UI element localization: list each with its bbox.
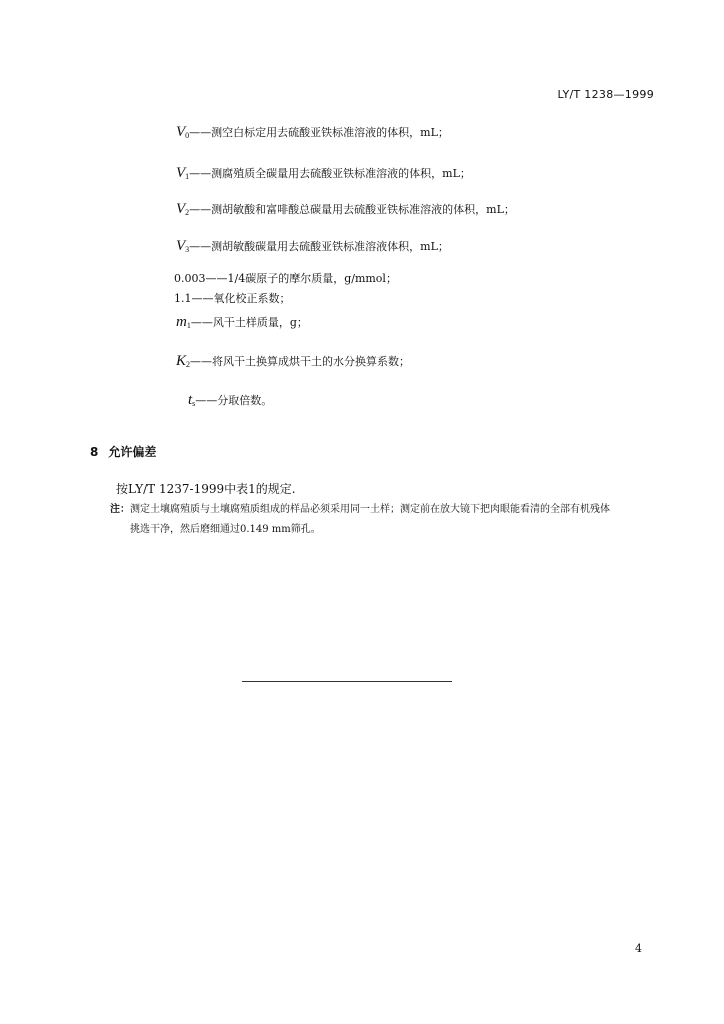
- note-label: 注：: [110, 504, 130, 515]
- variable-symbol: V: [176, 238, 186, 254]
- variable-description: ——分取倍数。: [195, 394, 273, 407]
- variable-subscript: 1: [185, 172, 190, 181]
- variable-subscript: 0: [185, 131, 190, 140]
- variable-subscript: 2: [186, 360, 191, 369]
- variable-description: ——将风干土换算成烘干土的水分换算系数；: [190, 355, 411, 368]
- variable-symbol: V: [176, 165, 186, 181]
- variable-symbol: V: [176, 201, 186, 217]
- variable-subscript: 2: [185, 208, 190, 217]
- variable-description: ——测胡敏酸碳量用去硫酸亚铁标准溶液体积，mL；: [189, 240, 449, 253]
- section-heading: [90, 443, 156, 460]
- section-paragraph: 按LY/T 1237-1999中表1的规定.: [116, 482, 296, 496]
- end-of-document-rule: [242, 681, 452, 682]
- variable-subscript: s: [192, 399, 196, 408]
- constant-carbon-molar-mass: 0.003——1/4碳原子的摩尔质量，g/mmol；: [174, 272, 397, 285]
- note-text-line1: 测定土壤腐殖质与土壤腐殖质组成的样品必须采用同一土样；测定前在放大镜下把肉眼能看清的全部有机残体: [130, 504, 610, 515]
- variable-description: ——测空白标定用去硫酸亚铁标准溶液的体积，mL；: [189, 126, 449, 139]
- variable-ts: [188, 392, 272, 409]
- variable-description: ——测胡敏酸和富啡酸总碳量用去硫酸亚铁标准溶液的体积，mL；: [189, 203, 515, 216]
- section-title: 允许偏差: [108, 445, 157, 459]
- variable-v0: [176, 124, 449, 141]
- variable-symbol: m: [176, 314, 187, 330]
- page-number: 4: [635, 942, 642, 955]
- variable-symbol: K: [176, 353, 187, 369]
- variable-v2: [176, 201, 515, 218]
- note-block: [110, 500, 670, 540]
- note-text-line2: 挑选干净，然后磨细通过0.149 mm筛孔。: [130, 524, 321, 535]
- constant-oxidation-factor: 1.1——氧化校正系数；: [174, 292, 291, 305]
- variable-m1: [176, 314, 308, 331]
- variable-subscript: 1: [186, 321, 191, 330]
- variable-v1: [176, 165, 471, 182]
- variable-symbol: t: [188, 392, 193, 408]
- variable-v3: [176, 238, 449, 255]
- variable-k2: [176, 353, 410, 370]
- section-number: 8: [90, 445, 99, 459]
- variable-subscript: 3: [185, 245, 190, 254]
- standard-code-header: LY/T 1238—1999: [557, 88, 654, 101]
- variable-description: ——测腐殖质全碳量用去硫酸亚铁标准溶液的体积，mL；: [189, 167, 471, 180]
- variable-symbol: V: [176, 124, 186, 140]
- variable-description: ——风干土样质量，g；: [190, 316, 308, 329]
